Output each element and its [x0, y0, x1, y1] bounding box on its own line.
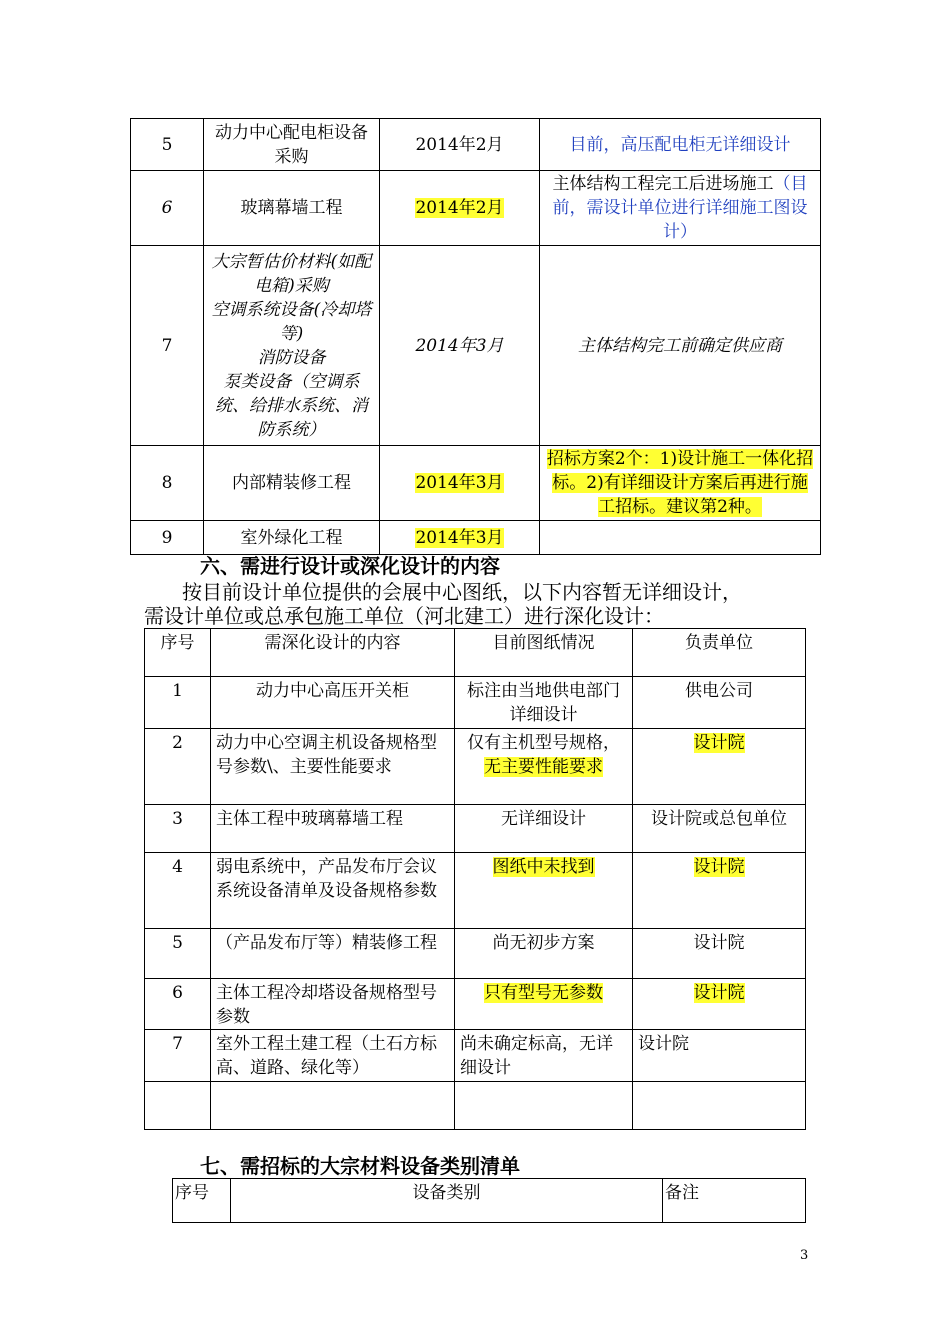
row-no: 7: [131, 246, 204, 446]
row-content: 主体工程中玻璃幕墙工程: [211, 805, 455, 853]
row-item: 内部精装修工程: [204, 446, 380, 521]
row-unit: [633, 729, 806, 805]
page-number: 3: [800, 1248, 809, 1263]
table-row: [145, 979, 806, 1030]
row-item: 动力中心配电柜设备采购: [204, 119, 380, 171]
status-highlight: 图纸中未找到: [492, 857, 595, 877]
row-unit: 设计院或总包单位: [633, 805, 806, 853]
header-no: 序号: [145, 629, 211, 677]
note-part-a: 主体结构工程完工后进场施工: [552, 174, 774, 194]
header-unit: 负责单位: [633, 629, 806, 677]
row-unit: 设计院: [633, 1030, 806, 1082]
row-content: 弱电系统中，产品发布厅会议系统设备清单及设备规格参数: [211, 853, 455, 929]
table-row: [131, 119, 821, 171]
empty-cell: [633, 1082, 806, 1130]
row-no: 6: [131, 171, 204, 246]
table-row: [131, 446, 821, 521]
table-row: [131, 246, 821, 446]
header-content: 需深化设计的内容: [211, 629, 455, 677]
row-no: 2: [145, 729, 211, 805]
unit-highlight: 设计院: [693, 857, 745, 877]
row-no: 1: [145, 677, 211, 729]
table-row-empty: [145, 1082, 806, 1130]
empty-cell: [145, 1082, 211, 1130]
table-row: [145, 805, 806, 853]
row-item: [204, 246, 380, 446]
row-content: 动力中心高压开关柜: [211, 677, 455, 729]
section-6-paragraph-line-1: 按目前设计单位提供的会展中心图纸，以下内容暂无详细设计，: [182, 580, 742, 604]
header-category: 设备类别: [231, 1179, 663, 1223]
item-line: 泵类设备（空调系统、给排水系统、消防系统）: [215, 371, 368, 440]
row-status: 尚无初步方案: [455, 929, 633, 979]
note-part-b: （目前，需设计单位进行详细施工图设计）: [552, 174, 808, 242]
row-date: [380, 446, 540, 521]
date-highlight: 2014年2月: [415, 198, 504, 218]
header-no: 序号: [173, 1179, 231, 1223]
item-line: 大宗暂估价材料(如配电箱)采购: [211, 251, 372, 296]
row-note: 目前，高压配电柜无详细设计: [540, 119, 821, 171]
table-row: [131, 521, 821, 555]
empty-cell: [455, 1082, 633, 1130]
row-item: 玻璃幕墙工程: [204, 171, 380, 246]
table-row: [145, 729, 806, 805]
row-content: 室外工程土建工程（土石方标高、道路、绿化等）: [211, 1030, 455, 1082]
row-unit: 供电公司: [633, 677, 806, 729]
item-line: 空调系统设备(冷却塔等): [211, 299, 372, 344]
status-highlight: 只有型号无参数: [484, 983, 603, 1003]
row-date: [380, 171, 540, 246]
row-no: 9: [131, 521, 204, 555]
row-unit: 设计院: [633, 929, 806, 979]
row-date: 2014年3月: [380, 246, 540, 446]
row-content: 动力中心空调主机设备规格型号参数\、主要性能要求: [211, 729, 455, 805]
table-header-row: [173, 1179, 806, 1223]
section-6-heading: 六、需进行设计或深化设计的内容: [200, 554, 500, 578]
header-remark: 备注: [663, 1179, 806, 1223]
unit-highlight: 设计院: [693, 983, 745, 1003]
date-highlight: 2014年3月: [415, 527, 504, 548]
row-no: 6: [145, 979, 211, 1030]
row-content: （产品发布厅等）精装修工程: [211, 929, 455, 979]
row-date: [380, 521, 540, 555]
row-status: [455, 853, 633, 929]
header-status: 目前图纸情况: [455, 629, 633, 677]
status-part-a: 仅有主机型号规格，: [467, 733, 620, 753]
table-row: [145, 1030, 806, 1082]
section-7-heading: 七、需招标的大宗材料设备类别清单: [200, 1154, 520, 1178]
status-highlight: 无主要性能要求: [484, 757, 603, 777]
row-unit: [633, 979, 806, 1030]
row-content: 主体工程冷却塔设备规格型号参数: [211, 979, 455, 1030]
date-highlight: 2014年3月: [415, 473, 504, 493]
row-no: 4: [145, 853, 211, 929]
section-6-paragraph-line-2: 需设计单位或总承包施工单位（河北建工）进行深化设计：: [144, 604, 664, 628]
row-no: 8: [131, 446, 204, 521]
table-header-row: [145, 629, 806, 677]
unit-highlight: 设计院: [693, 733, 745, 753]
row-item: 室外绿化工程: [204, 521, 380, 555]
row-note: 主体结构完工前确定供应商: [540, 246, 821, 446]
table-row: [145, 677, 806, 729]
empty-cell: [211, 1082, 455, 1130]
note-highlight: 招标方案2个：1)设计施工一体化招标。2)有详细设计方案后再进行施工招标。建议第2种。: [546, 449, 814, 517]
item-line: 消防设备: [257, 347, 326, 368]
row-note: [540, 171, 821, 246]
row-status: 标注由当地供电部门详细设计: [455, 677, 633, 729]
table-row: [131, 171, 821, 246]
materials-table: [172, 1178, 806, 1223]
row-no: 5: [145, 929, 211, 979]
design-table: [144, 628, 806, 1130]
row-no: 5: [131, 119, 204, 171]
row-unit: [633, 853, 806, 929]
row-status: [455, 729, 633, 805]
row-date: 2014年2月: [380, 119, 540, 171]
row-status: [455, 979, 633, 1030]
table-row: [145, 929, 806, 979]
table-row: [145, 853, 806, 929]
row-note: [540, 446, 821, 521]
row-no: 3: [145, 805, 211, 853]
row-status: 尚未确定标高，无详细设计: [455, 1030, 633, 1082]
row-no: 7: [145, 1030, 211, 1082]
row-status: 无详细设计: [455, 805, 633, 853]
row-note: [540, 521, 821, 555]
schedule-table: [130, 118, 821, 555]
